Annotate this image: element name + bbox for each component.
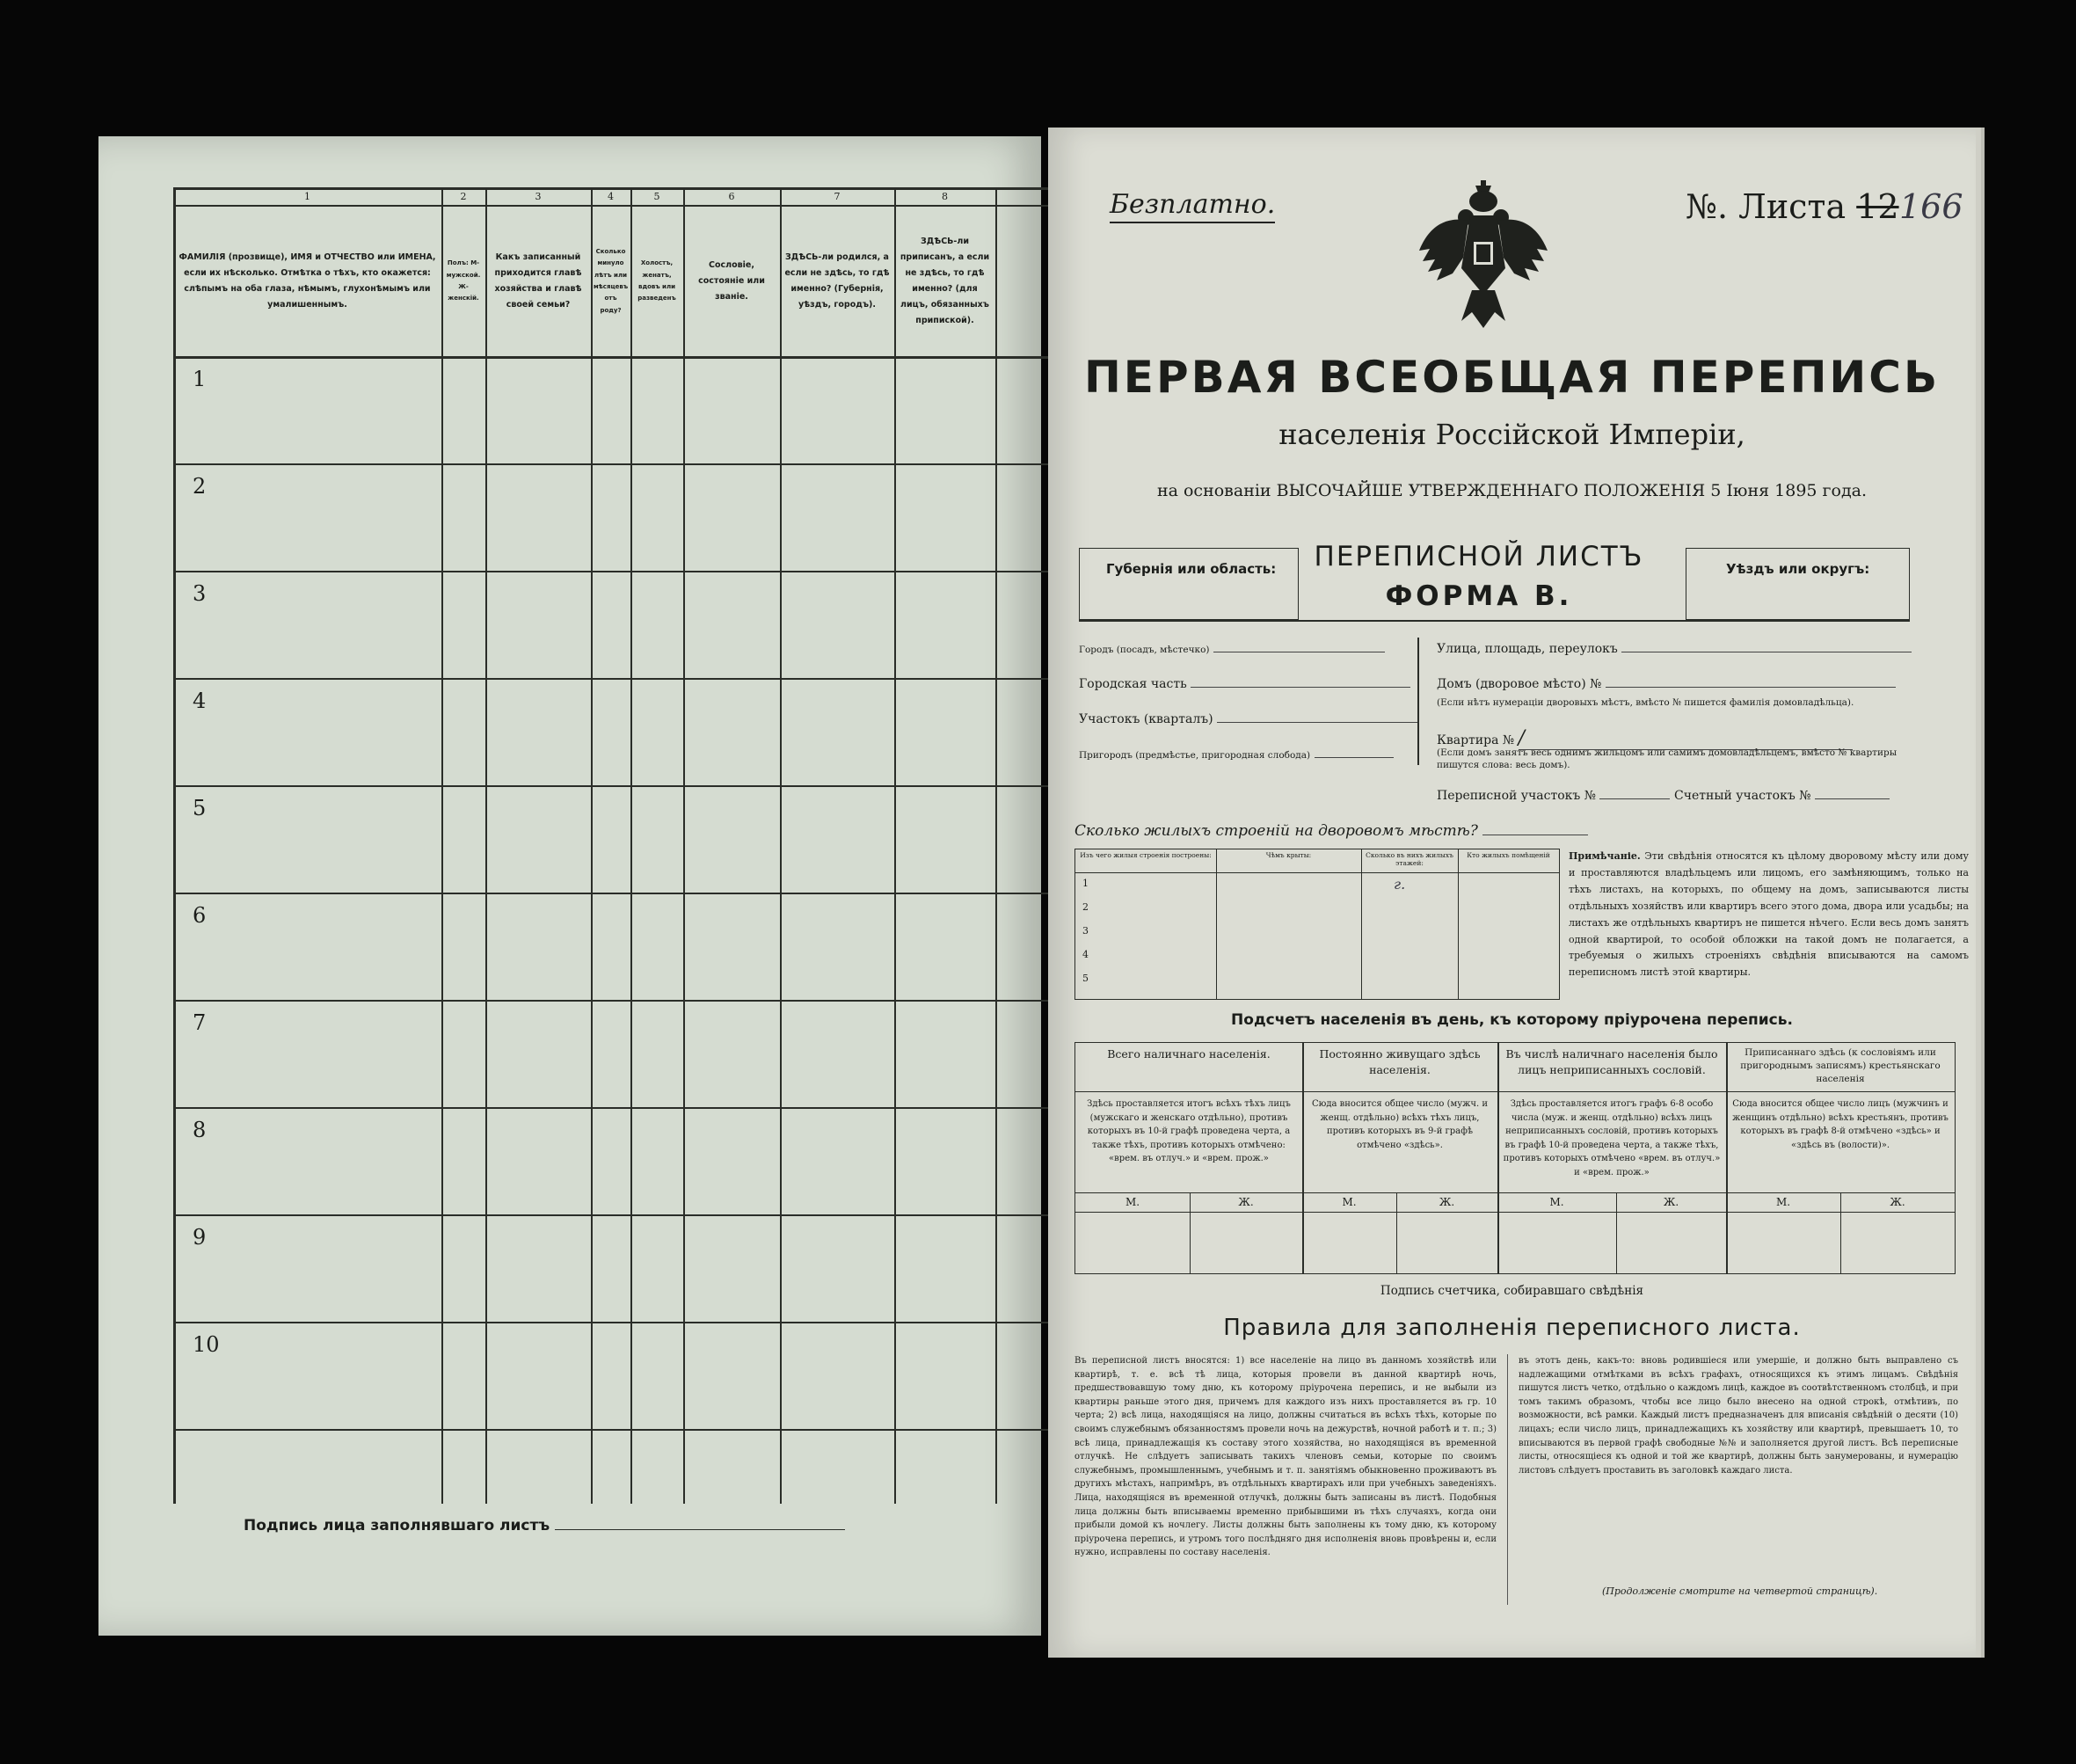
population-count-table	[1074, 1042, 1956, 1274]
form-subtitle: ФОРМА В.	[1385, 580, 1573, 612]
collector-signature[interactable]: Подпись счетчика, собиравшаго свѣдѣнія	[1380, 1284, 1644, 1298]
count-sex-label: М.	[1549, 1196, 1564, 1208]
address-suburb[interactable]: Пригородъ (предмѣстье, пригородная слобода)	[1079, 747, 1394, 762]
count-sex-label: Ж.	[1238, 1196, 1254, 1208]
signature-line	[244, 1517, 845, 1534]
rules-left-column: Въ переписной листъ вносятся: 1) все населеніе на лицо въ данномъ хозяйствѣ или квартирѣ, т. е. всѣ тѣ лица, которыя провели въ данной квартирѣ ночь, предшествовавшую тому дню, къ которому пріурочена перепись, и не выбыли из квартиры раньше этого дня, причемъ для каждого изъ нихъ проставляется въ гр. 10 черта; 2) всѣ лица, находящіяся на лицо, должны считаться въ всѣхъ тѣхъ, которые по своимъ служебнымъ обязанностямъ провели ночь на дежурствѣ, ночной работѣ и т. п.; 3) всѣ лица, принадлежащія къ составу этого хозяйства, но находящіяся въ временной отлучкѣ. Не слѣдуетъ записывать такихъ членовъ семьи, которые по своимъ служебнымъ, промышленнымъ, учебнымъ и т. п. занятіямъ обыкновенно проживаютъ въ другихъ мѣстахъ, напримѣръ, въ отдѣльныхъ квартирахъ или при учебныхъ заведеніяхъ. Лица, находящіяся въ временной отлучкѣ, должны быть записаны въ листѣ. Подобныя лица должны быть вписываемы временно прибывшими въ тѣхъ случаяхъ, когда они прибыли домой къ ночлегу. Листы должны быть заполнены къ тому дню, къ которому пріурочена перепись, и утромъ того послѣдняго дня исполненія вновь провѣрены и, если нужно, исправлены по составу населенія.	[1074, 1356, 1497, 1558]
count-sex-label: Ж.	[1890, 1196, 1905, 1208]
counting-district[interactable]: Счетный участокъ №	[1674, 789, 1890, 803]
census-subtitle: населенія Россійской Имперіи,	[1278, 418, 1745, 451]
count-sex-label: М.	[1775, 1196, 1791, 1208]
buildings-row-number: 4	[1082, 949, 1089, 960]
count-input-cell[interactable]	[1075, 1214, 1190, 1273]
form-title: ПЕРЕПИСНОЙ ЛИСТЪ	[1314, 541, 1644, 572]
census-district[interactable]: Переписной участокъ №	[1437, 789, 1670, 803]
county-box[interactable]	[1686, 548, 1910, 620]
table-row[interactable]	[173, 356, 1053, 463]
count-sex-label: Ж.	[1439, 1196, 1455, 1208]
buildings-row-number: 3	[1082, 925, 1089, 937]
row-number: 4	[193, 689, 207, 713]
column-number: 3	[535, 191, 542, 202]
table-row[interactable]	[173, 785, 1053, 893]
row-number: 6	[193, 903, 207, 928]
rules-right-column: въ этотъ день, какъ-то: вновь родившіеся или умершіе, и должно быть выправлено съ надлежащими отмѣтками въ всѣхъ графахъ, относящихся къ этимъ лицамъ. Свѣдѣнія пишутся листъ четко, отдѣльно о каждомъ лицѣ, каждое въ соотвѣтственномъ столбцѣ, и при томъ такимъ образомъ, чтобы все лицо было внесено на одной строкѣ, отмѣтивъ, по возможности, всѣ рамки. Каждый листъ предназначенъ для вписанія свѣдѣній о десяти (10) лицахъ; если число лицъ, принадлежащихъ къ хозяйству или квартирѣ, превышаетъ 10, то вписываются въ первой графѣ свободные №№ и заполняется другой листъ. Всѣ переписные листы, относящіеся къ одной и той же квартирѣ, должны быть занумерованы, и нумерацію листовъ слѣдуетъ проставить въ заголовкѣ каждаго листа.	[1519, 1356, 1958, 1476]
count-input-cell[interactable]	[1840, 1214, 1955, 1273]
address-house[interactable]: Домъ (дворовое мѣсто) №	[1437, 677, 1896, 691]
province-label: Губернія или область:	[1106, 561, 1277, 577]
row-number: 2	[193, 474, 207, 499]
column-header: Сословіе, состояніе или званіе.	[698, 259, 765, 303]
right-page-census-form	[1048, 128, 1976, 1658]
count-input-cell[interactable]	[1726, 1214, 1840, 1273]
table-row[interactable]	[173, 1322, 1053, 1429]
census-basis: на основаніи ВЫСОЧАЙШЕ УТВЕРЖДЕННАГО ПОЛОЖЕНІЯ 5 Іюня 1895 года.	[1156, 481, 1868, 500]
note-label: Примѣчаніе.	[1569, 850, 1641, 862]
header-rule	[1079, 620, 1910, 622]
table-row-rule	[1075, 1212, 1955, 1213]
table-row[interactable]	[173, 1000, 1053, 1107]
table-row[interactable]	[173, 571, 1053, 678]
count-column-header: Приписаннаго здѣсь (к сословіямъ или пригороднымъ записямъ) крестьянскаго населенія	[1740, 1047, 1941, 1085]
buildings-column-header: Сколько въ нихъ жилыхъ этажей:	[1366, 851, 1453, 867]
column-number: 2	[460, 191, 467, 202]
table-row[interactable]	[173, 1107, 1053, 1214]
count-column-description: Здѣсь проставляется итогъ графъ 6-8 особо числа (муж. и женщ. отдѣльно) всѣхъ лицъ неприписанныхъ сословій, противъ которыхъ въ графѣ 10-й проведена черта, а также тѣхъ, противъ которыхъ отмѣчено «врем. въ отлуч.» и «врем. прож.»	[1503, 1099, 1721, 1177]
count-sex-label: Ж.	[1663, 1196, 1679, 1208]
address-divider	[1417, 638, 1419, 765]
house-note: (Если нѣтъ нумераціи дворовыхъ мѣстъ, вмѣсто № пишется фамилія домовладѣльца).	[1437, 697, 1854, 708]
count-sex-label: М.	[1125, 1196, 1140, 1208]
free-stamp: Безплатно.	[1110, 189, 1275, 223]
column-number: 5	[653, 191, 660, 202]
column-header: Сколько минуло лѣтъ или мѣсяцевъ отъ роду?	[593, 248, 629, 314]
buildings-table	[1074, 849, 1560, 1000]
sheet-number	[1686, 187, 1899, 226]
row-number: 10	[193, 1332, 220, 1357]
buildings-note	[1569, 849, 1969, 981]
column-header: Холостъ, женатъ, вдовъ или разведенъ	[637, 259, 676, 303]
buildings-column-header: Кто жилыхъ помѣщеній	[1467, 851, 1550, 859]
buildings-column-header: Чѣмъ крыты:	[1265, 851, 1312, 859]
count-input-cell[interactable]	[1497, 1214, 1616, 1273]
province-box[interactable]	[1079, 548, 1299, 620]
household-table	[173, 187, 1053, 1504]
address-quarter[interactable]: Участокъ (кварталъ)	[1079, 712, 1419, 726]
apartment-note: (Если домъ занятъ весь однимъ жильцомъ или самимъ домовладѣльцемъ, вмѣсто № квартиры пишутся слова: весь домъ).	[1437, 747, 1898, 770]
signature-field[interactable]	[555, 1529, 845, 1530]
count-input-cell[interactable]	[1616, 1214, 1726, 1273]
address-city-part[interactable]: Городская часть	[1079, 677, 1410, 691]
row-number: 8	[193, 1118, 207, 1142]
address-street[interactable]: Улица, площадь, переулокъ	[1437, 642, 1912, 656]
buildings-row-number: 1	[1082, 878, 1089, 889]
address-city[interactable]: Городъ (посадъ, мѣстечко)	[1079, 642, 1385, 656]
buildings-column-header: Изъ чего жилыя строенія построены:	[1080, 851, 1212, 859]
buildings-row-number: 2	[1082, 901, 1089, 913]
column-header: Какъ записанный приходится главѣ хозяйства и главѣ своей семьи?	[494, 251, 582, 310]
sheet-number-printed: 12	[1856, 187, 1899, 226]
note-body: Эти свѣдѣнія относятся къ цѣлому дворовому мѣсту или дому и проставляются владѣльцемъ или лицомъ, его замѣняющимъ, только на тѣхъ листахъ, на которыхъ, по общему на домъ, записываются листы отдѣльныхъ хозяйствъ или квартиръ всего этого дома, двора или усадьбы; на листахъ же отдѣльныхъ квартиръ не пишется нѣчего. Если весь домъ занятъ одной квартирой, то особой обложки на такой домъ не полагается, а требуемыя о жилыхъ строеніяхъ свѣдѣнія вписываются на самомъ переписномъ листѣ этой квартиры.	[1569, 850, 1970, 979]
count-input-cell[interactable]	[1302, 1214, 1396, 1273]
sheet-number-handwritten: 166	[1899, 187, 1963, 226]
table-row-rule	[1075, 1091, 1955, 1092]
row-number: 9	[193, 1225, 207, 1250]
left-page-household-table	[98, 136, 1041, 1636]
count-column-header: Постоянно живущаго здѣсь населенія.	[1319, 1047, 1481, 1077]
census-title: ПЕРВАЯ ВСЕОБЩАЯ ПЕРЕПИСЬ	[1083, 352, 1941, 403]
rules-title: Правила для заполненія переписного листа.	[1223, 1315, 1801, 1341]
buildings-handwritten-mark: г.	[1394, 876, 1406, 893]
count-sex-label: М.	[1342, 1196, 1357, 1208]
count-column-description: Здѣсь проставляется итогъ всѣхъ тѣхъ лицъ (мужскаго и женскаго отдѣльно), противъ которыхъ въ 10-й графѣ проведена черта, а также тѣхъ, противъ которыхъ отмѣчено: «врем. въ отлуч.» и «врем. прож.»	[1087, 1099, 1291, 1163]
column-number: 7	[834, 191, 841, 202]
buildings-question: Сколько жилыхъ строеній на дворовомъ мѣстѣ?	[1074, 822, 1588, 840]
signature-label: Подпись лица заполнявшаго листъ	[244, 1517, 550, 1534]
column-number: 6	[728, 191, 735, 202]
row-number: 7	[193, 1010, 207, 1035]
address-apartment[interactable]: Квартира № /	[1437, 727, 1853, 750]
row-number: 5	[193, 796, 207, 820]
sheet-number-label: №. Листа	[1686, 187, 1847, 226]
table-row[interactable]	[173, 678, 1053, 785]
table-row-rule	[173, 187, 1053, 190]
rules-divider	[1507, 1354, 1508, 1605]
table-row-rule	[1075, 872, 1559, 873]
count-column-description: Сюда вносится общее число лицъ (мужчинъ и женщинъ отдѣльно) всѣхъ крестьянъ, противъ которыхъ въ графѣ 8-й отмѣчено «здѣсь» и «здѣсь въ (волости)».	[1732, 1099, 1949, 1150]
column-header: Полъ: М-мужской. Ж-женскій.	[446, 259, 481, 303]
table-row[interactable]	[173, 893, 1053, 1000]
count-column-header: Въ числѣ наличнаго населенія было лицъ неприписанныхъ сословій.	[1505, 1047, 1718, 1077]
imperial-eagle-emblem-icon	[1417, 180, 1549, 330]
column-number: 1	[304, 191, 310, 202]
row-number: 1	[193, 367, 207, 391]
table-row[interactable]	[173, 463, 1053, 571]
table-row-rule	[1075, 1192, 1955, 1193]
column-header: ЗДѢСЬ-ли родился, а если не здѣсь, то гдѣ именно? (Губернія, уѣздъ, городъ).	[784, 251, 890, 310]
row-number: 3	[193, 581, 207, 606]
buildings-row-number: 5	[1082, 973, 1089, 984]
column-number: 4	[608, 191, 614, 202]
count-input-cell[interactable]	[1396, 1214, 1497, 1273]
table-row-rule	[173, 1429, 1053, 1431]
count-column-description: Сюда вносится общее число (мужч. и женщ. отдѣльно) всѣхъ тѣхъ лицъ, противъ которыхъ въ 9-й графѣ отмѣчено «здѣсь».	[1311, 1099, 1489, 1150]
count-column-header: Всего наличнаго населенія.	[1107, 1047, 1271, 1061]
count-input-cell[interactable]	[1190, 1214, 1302, 1273]
column-header: ЗДѢСЬ-ли приписанъ, а если не здѣсь, то гдѣ именно? (для лицъ, обязанныхъ припиской).	[900, 236, 990, 326]
column-header: ФАМИЛІЯ (прозвище), ИМЯ и ОТЧЕСТВО или ИМЕНА, если их нѣсколько. Отмѣтка о тѣхъ, кто окажется: слѣпымъ на оба глаза, нѣмымъ, глухонѣмымъ или умалишеннымъ.	[178, 251, 436, 310]
population-count-title: Подсчетъ населенія въ день, къ которому пріурочена перепись.	[1231, 1011, 1793, 1029]
table-row[interactable]	[173, 1214, 1053, 1322]
county-label: Уѣздъ или округъ:	[1726, 561, 1870, 577]
continued-note: (Продолженіе смотрите на четвертой страницѣ).	[1602, 1585, 1878, 1597]
column-number: 8	[942, 191, 948, 202]
